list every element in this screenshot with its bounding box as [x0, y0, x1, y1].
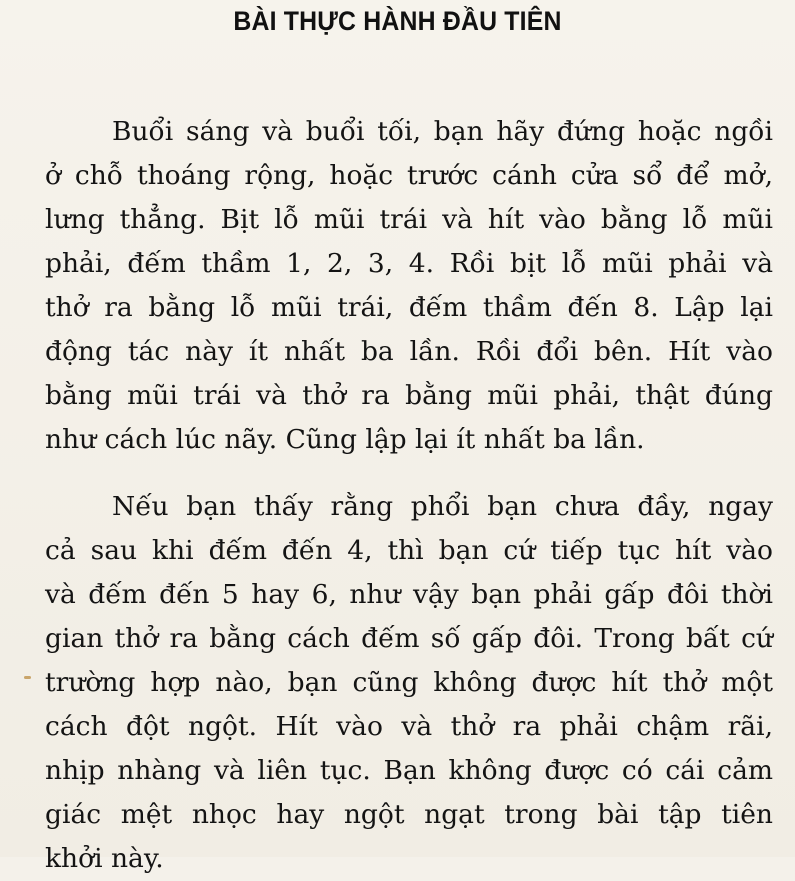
text-line: như cách lúc nãy. Cũng lập lại ít nhất ba lần. — [45, 424, 645, 455]
text-line: và đếm đến 5 hay 6, như vậy bạn phải gấp đôi thời — [45, 579, 773, 610]
text-line: lưng thẳng. Bịt lỗ mũi trái và hít vào bằng lỗ mũi — [45, 204, 773, 235]
text-line: phải, đếm thầm 1, 2, 3, 4. Rồi bịt lỗ mũi phải và — [45, 248, 773, 279]
text-line: động tác này ít nhất ba lần. Rồi đổi bên. Hít vào — [45, 336, 773, 367]
paragraph-1 — [45, 110, 773, 462]
margin-ink-mark — [24, 676, 31, 679]
section-heading: BÀI THỰC HÀNH ĐẦU TIÊN — [233, 6, 562, 36]
text-line: trường hợp nào, bạn cũng không được hít thở một — [45, 667, 773, 698]
text-line: gian thở ra bằng cách đếm số gấp đôi. Trong bất cứ — [45, 623, 773, 654]
text-line: khởi này. — [45, 843, 164, 874]
text-line: nhịp nhàng và liên tục. Bạn không được có cái cảm — [45, 755, 773, 786]
text-line: thở ra bằng lỗ mũi trái, đếm thầm đến 8. Lập lại — [45, 292, 773, 323]
text-line: ở chỗ thoáng rộng, hoặc trước cánh cửa sổ để mở, — [45, 160, 773, 191]
text-line: Nếu bạn thấy rằng phổi bạn chưa đầy, ngay — [112, 491, 773, 522]
text-line: cả sau khi đếm đến 4, thì bạn cứ tiếp tục hít vào — [45, 535, 773, 566]
paragraph-2 — [45, 485, 773, 881]
text-line: giác mệt nhọc hay ngột ngạt trong bài tập tiên — [45, 799, 773, 830]
text-line: cách đột ngột. Hít vào và thở ra phải chậm rãi, — [45, 711, 773, 742]
text-line: bằng mũi trái và thở ra bằng mũi phải, thật đúng — [45, 380, 773, 411]
text-line: Buổi sáng và buổi tối, bạn hãy đứng hoặc ngồi — [112, 116, 773, 147]
